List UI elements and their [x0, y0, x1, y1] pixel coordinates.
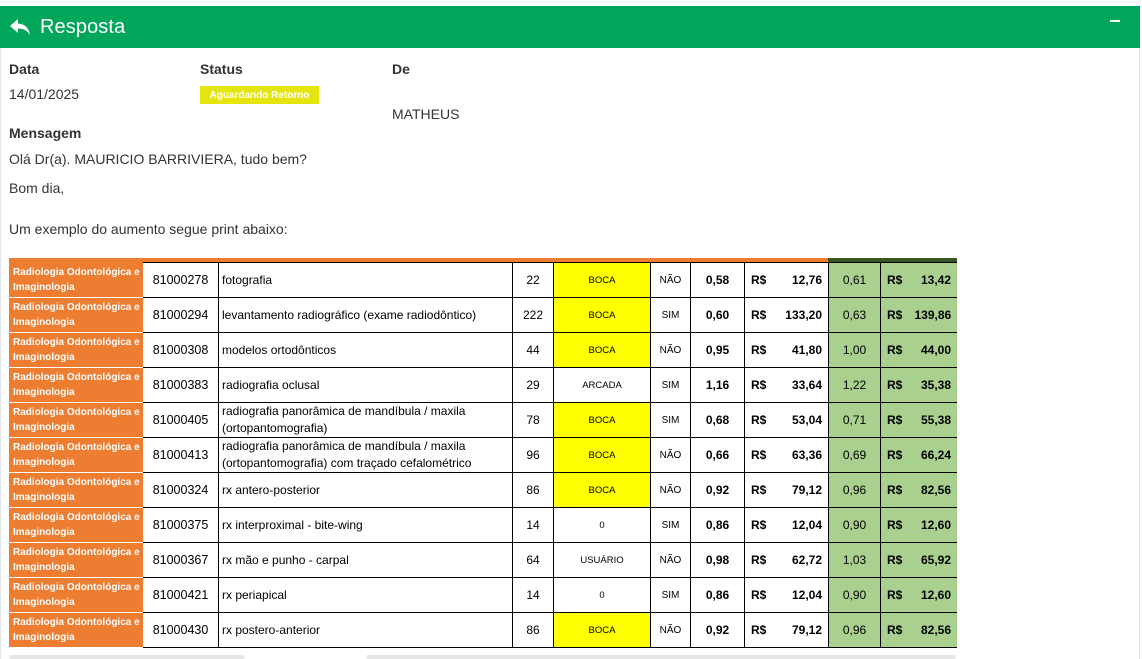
value-old-cell: 41,80 — [783, 333, 829, 368]
description-cell: modelos ortodônticos — [219, 333, 513, 368]
quantity-cell: 29 — [513, 368, 554, 403]
factor-new-cell: 0,71 — [829, 403, 881, 438]
currency-new-cell: R$ — [881, 263, 915, 298]
minus-icon[interactable] — [1110, 20, 1120, 22]
region-cell: ARCADA — [554, 368, 651, 403]
region-cell: BOCA — [554, 333, 651, 368]
data-label: Data — [9, 61, 40, 77]
factor-new-cell: 1,22 — [829, 368, 881, 403]
category-cell: Radiologia Odontológica e Imaginologia — [10, 543, 143, 578]
value-old-cell: 63,36 — [783, 438, 829, 473]
currency-old-cell: R$ — [745, 438, 783, 473]
quantity-cell: 78 — [513, 403, 554, 438]
value-old-cell: 133,20 — [783, 298, 829, 333]
value-new-cell: 55,38 — [915, 403, 958, 438]
currency-old-cell: R$ — [745, 403, 783, 438]
table-row — [10, 438, 958, 473]
region-cell: BOCA — [554, 438, 651, 473]
quantity-cell: 44 — [513, 333, 554, 368]
code-cell: 81000294 — [143, 298, 219, 333]
value-old-cell: 79,12 — [783, 473, 829, 508]
factor-old-cell: 0,95 — [691, 333, 745, 368]
quantity-cell: 96 — [513, 438, 554, 473]
region-cell: BOCA — [554, 263, 651, 298]
description-cell: radiografia oclusal — [219, 368, 513, 403]
flag-cell: SIM — [651, 578, 691, 613]
currency-new-cell: R$ — [881, 298, 915, 333]
description-cell: rx periapical — [219, 578, 513, 613]
flag-cell: SIM — [651, 298, 691, 333]
table-row — [10, 263, 958, 298]
message-line-1: Bom dia, — [9, 180, 65, 196]
description-cell: rx antero-posterior — [219, 473, 513, 508]
table-row — [10, 578, 958, 613]
factor-new-cell: 0,90 — [829, 508, 881, 543]
description-cell: fotografia — [219, 263, 513, 298]
value-old-cell: 12,04 — [783, 508, 829, 543]
factor-new-cell: 0,63 — [829, 298, 881, 333]
flag-cell: NÃO — [651, 613, 691, 648]
region-cell: BOCA — [554, 473, 651, 508]
table-row — [10, 543, 958, 578]
message-greeting: Olá Dr(a). MAURICIO BARRIVIERA, tudo bem? — [9, 151, 307, 167]
value-old-cell: 79,12 — [783, 613, 829, 648]
code-cell: 81000413 — [143, 438, 219, 473]
value-old-cell: 33,64 — [783, 368, 829, 403]
factor-old-cell: 0,92 — [691, 613, 745, 648]
currency-old-cell: R$ — [745, 298, 783, 333]
quantity-cell: 86 — [513, 473, 554, 508]
value-new-cell: 12,60 — [915, 578, 958, 613]
currency-new-cell: R$ — [881, 473, 915, 508]
code-cell: 81000430 — [143, 613, 219, 648]
value-old-cell: 12,04 — [783, 578, 829, 613]
factor-new-cell: 1,03 — [829, 543, 881, 578]
value-new-cell: 12,60 — [915, 508, 958, 543]
category-cell: Radiologia Odontológica e Imaginologia — [10, 508, 143, 543]
factor-new-cell: 0,61 — [829, 263, 881, 298]
factor-old-cell: 1,16 — [691, 368, 745, 403]
category-cell: Radiologia Odontológica e Imaginologia — [10, 403, 143, 438]
region-cell: 0 — [554, 508, 651, 543]
quantity-cell: 14 — [513, 578, 554, 613]
currency-old-cell: R$ — [745, 508, 783, 543]
description-cell: levantamento radiográfico (exame radiodôntico) — [219, 298, 513, 333]
factor-new-cell: 0,69 — [829, 438, 881, 473]
flag-cell: NÃO — [651, 543, 691, 578]
factor-old-cell: 0,60 — [691, 298, 745, 333]
table-row — [10, 368, 958, 403]
factor-old-cell: 0,58 — [691, 263, 745, 298]
code-cell: 81000367 — [143, 543, 219, 578]
value-new-cell: 13,42 — [915, 263, 958, 298]
flag-cell: NÃO — [651, 263, 691, 298]
category-cell: Radiologia Odontológica e Imaginologia — [10, 298, 143, 333]
category-cell: Radiologia Odontológica e Imaginologia — [10, 473, 143, 508]
category-cell: Radiologia Odontológica e Imaginologia — [10, 438, 143, 473]
value-new-cell: 82,56 — [915, 473, 958, 508]
category-cell: Radiologia Odontológica e Imaginologia — [10, 263, 143, 298]
currency-old-cell: R$ — [745, 543, 783, 578]
price-table-image — [9, 258, 957, 654]
status-badge: Aguardando Retorno — [200, 86, 319, 104]
quantity-cell: 22 — [513, 263, 554, 298]
description-cell: radiografia panorâmica de mandíbula / maxila (ortopantomografia) — [219, 403, 513, 438]
description-cell: rx interproximal - bite-wing — [219, 508, 513, 543]
table-row — [10, 403, 958, 438]
currency-new-cell: R$ — [881, 333, 915, 368]
value-new-cell: 139,86 — [915, 298, 958, 333]
price-table — [9, 262, 957, 648]
horizontal-scrollbar-thumb[interactable] — [366, 655, 956, 659]
region-cell: 0 — [554, 578, 651, 613]
code-cell: 81000324 — [143, 473, 219, 508]
factor-new-cell: 1,00 — [829, 333, 881, 368]
table-row — [10, 613, 958, 648]
currency-old-cell: R$ — [745, 333, 783, 368]
factor-old-cell: 0,68 — [691, 403, 745, 438]
currency-old-cell: R$ — [745, 263, 783, 298]
factor-old-cell: 0,66 — [691, 438, 745, 473]
value-old-cell: 62,72 — [783, 543, 829, 578]
currency-new-cell: R$ — [881, 578, 915, 613]
code-cell: 81000421 — [143, 578, 219, 613]
currency-old-cell: R$ — [745, 578, 783, 613]
horizontal-scrollbar-left[interactable] — [9, 655, 245, 659]
category-cell: Radiologia Odontológica e Imaginologia — [10, 613, 143, 648]
description-cell: rx postero-anterior — [219, 613, 513, 648]
code-cell: 81000383 — [143, 368, 219, 403]
factor-new-cell: 0,96 — [829, 613, 881, 648]
table-row — [10, 333, 958, 368]
value-new-cell: 35,38 — [915, 368, 958, 403]
factor-new-cell: 0,90 — [829, 578, 881, 613]
panel-header — [0, 6, 1140, 48]
currency-new-cell: R$ — [881, 508, 915, 543]
from-value: MATHEUS — [392, 106, 460, 122]
value-new-cell: 65,92 — [915, 543, 958, 578]
region-cell: BOCA — [554, 298, 651, 333]
factor-new-cell: 0,96 — [829, 473, 881, 508]
currency-new-cell: R$ — [881, 438, 915, 473]
factor-old-cell: 0,86 — [691, 578, 745, 613]
quantity-cell: 64 — [513, 543, 554, 578]
value-new-cell: 66,24 — [915, 438, 958, 473]
currency-old-cell: R$ — [745, 368, 783, 403]
panel-title: Resposta — [40, 15, 126, 38]
table-row — [10, 298, 958, 333]
currency-new-cell: R$ — [881, 613, 915, 648]
value-new-cell: 82,56 — [915, 613, 958, 648]
code-cell: 81000278 — [143, 263, 219, 298]
flag-cell: SIM — [651, 508, 691, 543]
currency-new-cell: R$ — [881, 368, 915, 403]
code-cell: 81000375 — [143, 508, 219, 543]
value-old-cell: 12,76 — [783, 263, 829, 298]
region-cell: USUÁRIO — [554, 543, 651, 578]
flag-cell: NÃO — [651, 438, 691, 473]
category-cell: Radiologia Odontológica e Imaginologia — [10, 578, 143, 613]
message-label: Mensagem — [9, 125, 82, 141]
table-row — [10, 473, 958, 508]
description-cell: radiografia panorâmica de mandíbula / maxila (ortopantomografia) com traçado cefalométrico — [219, 438, 513, 473]
currency-new-cell: R$ — [881, 543, 915, 578]
flag-cell: NÃO — [651, 473, 691, 508]
table-row — [10, 508, 958, 543]
code-cell: 81000405 — [143, 403, 219, 438]
from-label: De — [392, 61, 410, 77]
value-old-cell: 53,04 — [783, 403, 829, 438]
factor-old-cell: 0,98 — [691, 543, 745, 578]
reply-arrow-icon[interactable] — [9, 17, 31, 37]
data-value: 14/01/2025 — [9, 86, 80, 102]
status-label: Status — [200, 61, 243, 77]
region-cell: BOCA — [554, 403, 651, 438]
flag-cell: SIM — [651, 368, 691, 403]
quantity-cell: 14 — [513, 508, 554, 543]
description-cell: rx mão e punho - carpal — [219, 543, 513, 578]
code-cell: 81000308 — [143, 333, 219, 368]
currency-old-cell: R$ — [745, 613, 783, 648]
message-line-2: Um exemplo do aumento segue print abaixo: — [9, 221, 288, 237]
quantity-cell: 222 — [513, 298, 554, 333]
value-new-cell: 44,00 — [915, 333, 958, 368]
factor-old-cell: 0,92 — [691, 473, 745, 508]
flag-cell: NÃO — [651, 333, 691, 368]
factor-old-cell: 0,86 — [691, 508, 745, 543]
currency-new-cell: R$ — [881, 403, 915, 438]
quantity-cell: 86 — [513, 613, 554, 648]
category-cell: Radiologia Odontológica e Imaginologia — [10, 333, 143, 368]
region-cell: BOCA — [554, 613, 651, 648]
category-cell: Radiologia Odontológica e Imaginologia — [10, 368, 143, 403]
currency-old-cell: R$ — [745, 473, 783, 508]
flag-cell: SIM — [651, 403, 691, 438]
